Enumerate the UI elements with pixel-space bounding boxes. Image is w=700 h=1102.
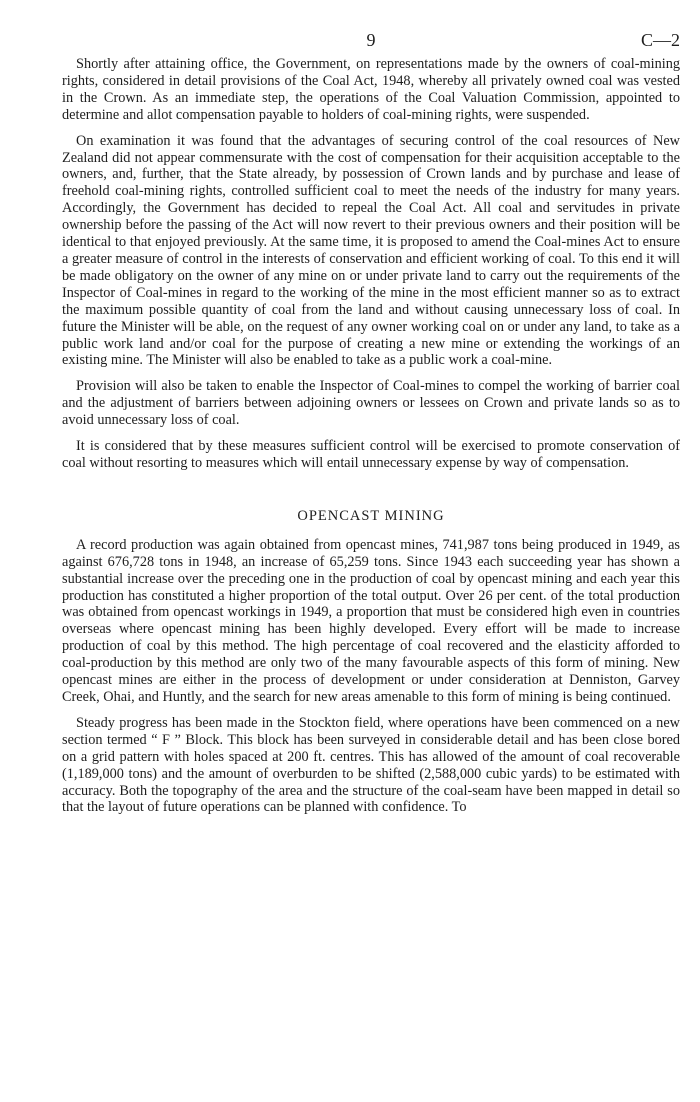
body-text [62, 56, 680, 472]
section-heading: OPENCAST MINING [297, 507, 445, 524]
paragraph-coal-act: Shortly after attaining office, the Government, on representations made by the owners of coal-mining rights, considered in detail provisions of the Coal Act, 1948, whereby all privately owned coal was vested in the Crown. As an immediate step, the operations of the Coal Valuation Commission, appointed to determine and allot compensation payable to holders of coal-mining rights, were suspended. [62, 56, 680, 123]
paragraph-stockton-field: Steady progress has been made in the Stockton field, where operations have been commenced on a new section termed “ F ” Block. This block has been surveyed in considerable detail and has been close bored on a grid pattern with holes spaced at 200 ft. centres. This has allowed of the amount of coal recoverable (1,189,000 tons) and the amount of overburden to be shifted (2,588,000 cubic yards) to be estimated with accuracy. Both the topography of the area and the structure of the coal-seam have been mapped in detail so that the layout of future operations can be planned with confidence. To [62, 714, 680, 816]
document-reference: C—2 [640, 30, 680, 50]
paragraph-opencast-production: A record production was again obtained from opencast mines, 741,987 tons being produced in 1949, as against 676,728 tons in 1948, an increase of 65,259 tons. Since 1943 each succeeding year has shown a substantial increase over the preceding one in the production of coal by opencast mining and each year this production has constituted a higher proportion of the total output. Over 26 per cent. of the total production was obtained from opencast workings in 1949, a proportion that must be considered high even in countries overseas where opencast mining has been highly developed. Every effort will be made to increase production of coal by this method. The high percentage of coal recovered and the elasticity afforded to coal-production by this method are only two of the many favourable aspects of this form of mining. New opencast mines are either in the process of development or under consideration at Denniston, Garvey Creek, Ohai, and Huntly, and the search for new areas amenable to this form of mining is being continued. [62, 536, 680, 705]
paragraph-conservation: It is considered that by these measures sufficient control will be exercised to promote conservation of coal without resorting to measures which will entail unnecessary expense by way of compensation. [62, 438, 680, 471]
page-header [62, 30, 680, 56]
paragraph-barrier-coal: Provision will also be taken to enable the Inspector of Coal-mines to compel the working of barrier coal and the adjustment of barriers between adjoining owners or lessees on Crown and private lands so as to avoid unnecessary loss of coal. [62, 378, 680, 429]
section-opencast-mining [62, 508, 680, 817]
paragraph-coal-resources: On examination it was found that the advantages of securing control of the coal resources of New Zealand did not appear commensurate with the cost of compensation for their acquisition acceptable to the owners, and, further, that the State already, by possession of Crown lands and by purchase and lease of freehold coal-mining rights, controlled sufficient coal to meet the needs of the industry for many years. Accordingly, the Government has decided to repeal the Coal Act. All coal and servitudes in private ownership before the passing of the Act will now revert to their previous owners and their position will be identical to that enjoyed previously. At the same time, it is proposed to amend the Coal-mines Act to ensure a greater measure of control in the interests of conservation and efficient working of coal. To this end it will be made obligatory on the owner of any mine on or under private land to carry out the requirements of the Inspector of Coal-mines in regard to the working of the mine in the most efficient manner so as to extract the maximum possible quantity of coal from the land and without causing unnecessary loss of coal. In future the Minister will be able, on the request of any owner working coal on or under any land, to take as a public work land and/or coal for the purpose of creating a new mine or extending the workings of an existing mine. The Minister will also be enabled to take as a public work a coal-mine. [62, 132, 680, 369]
document-page [62, 30, 680, 825]
page-number: 9 [366, 30, 376, 50]
